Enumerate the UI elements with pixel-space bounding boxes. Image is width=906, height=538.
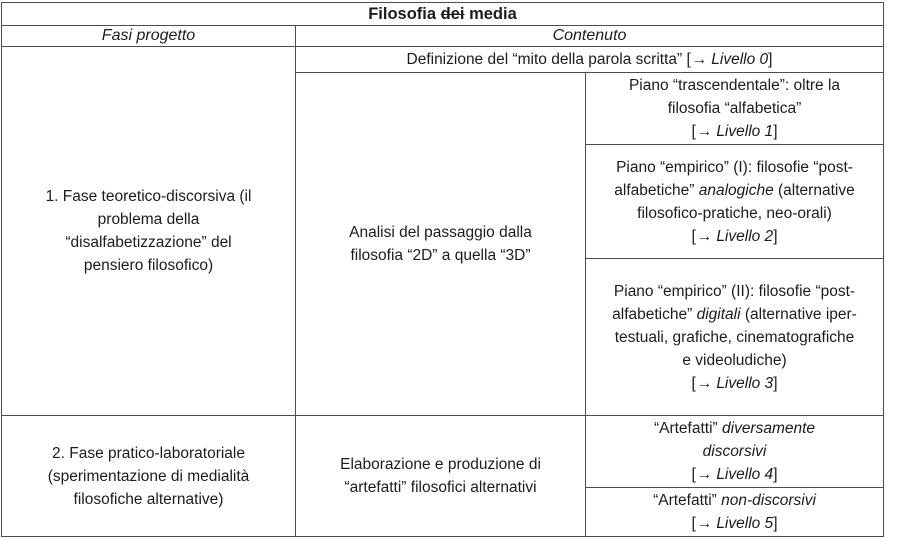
bracket-close: ] <box>773 466 778 483</box>
title-text-pre: Filosofia <box>368 5 441 23</box>
livello3-tag <box>590 372 879 395</box>
bracket-open: [ <box>691 374 696 392</box>
arrow-icon: → <box>691 51 708 68</box>
livello4-emphasis: diversamente discorsivi <box>702 420 816 460</box>
livello0-cell <box>296 47 884 73</box>
phase1-label: 1. Fase teoretico-discorsiva (il problema della “disalfabetizzazione” del pensiero filosofico) <box>45 188 252 274</box>
phase1-cell <box>2 47 296 416</box>
livello0-tag <box>686 51 772 68</box>
arrow-icon: → <box>696 123 713 140</box>
analisi-cell <box>296 73 586 416</box>
livello2-emphasis: analogiche <box>698 181 774 199</box>
elaborazione-cell <box>296 416 586 537</box>
arrow-icon: → <box>696 515 713 532</box>
livello2-text-before: Piano “empirico” (I): filosofie “post-alfabetiche” <box>614 158 853 199</box>
livello0-label: Livello 0 <box>711 51 769 68</box>
livello5-emphasis: non-discorsivi <box>721 492 816 509</box>
livello2-tag <box>590 225 879 248</box>
column-header-row <box>2 26 884 47</box>
phase2-cell <box>2 416 296 537</box>
filosofia-dei-media-table <box>1 2 884 537</box>
livello1-cell <box>586 73 884 145</box>
row-definizione <box>2 47 884 73</box>
title-text-post: media <box>464 5 517 23</box>
livello2-text <box>612 156 857 225</box>
bracket-close: ] <box>768 51 773 68</box>
bracket-open: [ <box>691 515 696 532</box>
livello2-text-after: (alternative filosofico-pratiche, neo-orali) <box>637 181 855 222</box>
row-livello4 <box>2 416 884 488</box>
arrow-icon: → <box>696 227 713 245</box>
header-fasi-progetto: Fasi progetto <box>2 26 296 47</box>
livello4-text <box>635 417 835 463</box>
livello4-tag <box>590 463 879 486</box>
livello4-label: Livello 4 <box>716 466 774 483</box>
livello5-text <box>653 489 816 512</box>
livello1-label: Livello 1 <box>716 123 774 140</box>
livello5-cell <box>586 488 884 537</box>
livello3-emphasis: digitali <box>696 305 741 323</box>
livello3-text-after: (alternative iper-testuali, grafiche, cinematografiche e videoludiche) <box>614 305 857 369</box>
arrow-icon: → <box>696 374 713 392</box>
bracket-close: ] <box>773 515 778 532</box>
title-row <box>2 3 884 26</box>
table-title-cell <box>2 3 884 26</box>
elaborazione-text: Elaborazione e produzione di “artefatti” filosofici alternativi <box>340 456 541 496</box>
livello1-tag <box>590 120 879 143</box>
bracket-close: ] <box>773 374 778 392</box>
livello2-cell <box>586 145 884 259</box>
title-struck-word: dei <box>440 5 465 23</box>
livello3-label: Livello 3 <box>716 374 774 392</box>
livello3-text-before: Piano “empirico” (II): filosofie “post-alfabetiche” <box>612 282 856 323</box>
bracket-open: [ <box>691 123 696 140</box>
livello5-tag <box>590 512 879 535</box>
livello0-text: Definizione del “mito della parola scritta” <box>406 51 687 68</box>
livello4-cell <box>586 416 884 488</box>
livello4-text-before: “Artefatti” <box>653 420 722 437</box>
arrow-icon: → <box>696 466 713 483</box>
livello2-label: Livello 2 <box>716 227 774 245</box>
bracket-open: [ <box>691 466 696 483</box>
analisi-text: Analisi del passaggio dalla filosofia “2D” a quella “3D” <box>349 224 532 264</box>
livello3-cell <box>586 259 884 416</box>
livello1-text: Piano “trascendentale”: oltre la filosofia “alfabetica” <box>628 77 841 117</box>
bracket-open: [ <box>686 51 691 68</box>
bracket-open: [ <box>691 227 696 245</box>
livello5-label: Livello 5 <box>716 515 774 532</box>
bracket-close: ] <box>773 227 778 245</box>
bracket-close: ] <box>773 123 778 140</box>
livello3-text <box>612 280 857 372</box>
header-contenuto: Contenuto <box>296 26 884 47</box>
livello5-text-before: “Artefatti” <box>653 492 722 509</box>
phase2-label: 2. Fase pratico-laboratoriale (sperimentazione di medialità filosofiche alternative) <box>47 444 250 508</box>
